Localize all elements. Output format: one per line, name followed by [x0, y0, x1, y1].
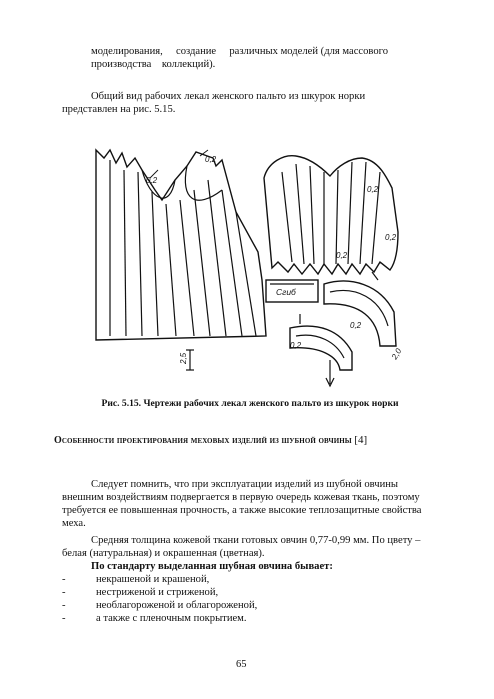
label-0-2-c: 0,2 — [367, 185, 379, 194]
para3-line-2: белая (натуральная) и окрашенная (цветная). — [62, 548, 265, 559]
para2-line-2: внешним воздействиям подвергается в первую очередь кожевая ткань, поэтому — [62, 492, 420, 503]
label-0-2-b: 0,2 — [205, 155, 217, 164]
list-item: - необлагороженой и облагороженой, — [62, 600, 258, 611]
page-number: 65 — [236, 659, 247, 670]
para3-line-1: Средняя толщина кожевой ткани готовых овчин 0,77-0,99 мм. По цвету – — [91, 535, 421, 546]
list-item: - а также с пленочным покрытием. — [62, 613, 247, 624]
section-heading — [54, 434, 454, 446]
list-item: - нестриженой и стриженой, — [62, 587, 219, 598]
para1-line-2: представлен на рис. 5.15. — [62, 104, 176, 115]
label-2-5: 2,5 — [179, 352, 188, 364]
label-0-2-e: 0,2 — [336, 251, 348, 260]
fold-label: Сгиб — [276, 287, 296, 297]
label-0-2-f: 0,2 — [350, 321, 362, 330]
figure-caption: Рис. 5.15. Чертежи рабочих лекал женского пальто из шкурок норки — [101, 398, 399, 409]
property-list — [62, 573, 442, 625]
para1-line-1: Общий вид рабочих лекал женского пальто из шкурок норки — [91, 91, 366, 102]
list-title: По стандарту выделанная шубная овчина бывает: — [91, 561, 333, 572]
label-0-2-a: 0,2 — [146, 176, 158, 185]
label-0-2-g: 0,2 — [290, 341, 302, 350]
heading-ref: [4] — [354, 434, 368, 446]
sleeve-piece — [264, 156, 398, 274]
intro-line-2: производства коллекций). — [91, 59, 216, 70]
list-item: - некрашеной и крашеной, — [62, 574, 210, 585]
para2-line-4: меха. — [62, 518, 86, 529]
label-2-0: 2,0 — [389, 346, 404, 361]
para2-line-1: Следует помнить, что при эксплуатации изделий из шубной овчины — [91, 479, 399, 490]
heading-text: Особенности проектирования меховых изделий из шубной овчины — [54, 435, 352, 446]
intro-line-1: моделирования, создание различных моделей (для массового — [91, 46, 389, 57]
coat-main-piece — [96, 150, 266, 340]
label-0-2-d: 0,2 — [385, 233, 397, 242]
para2-line-3: требуется ее повышенная прочность, а также высокие теплозащитные свойства — [62, 505, 422, 516]
